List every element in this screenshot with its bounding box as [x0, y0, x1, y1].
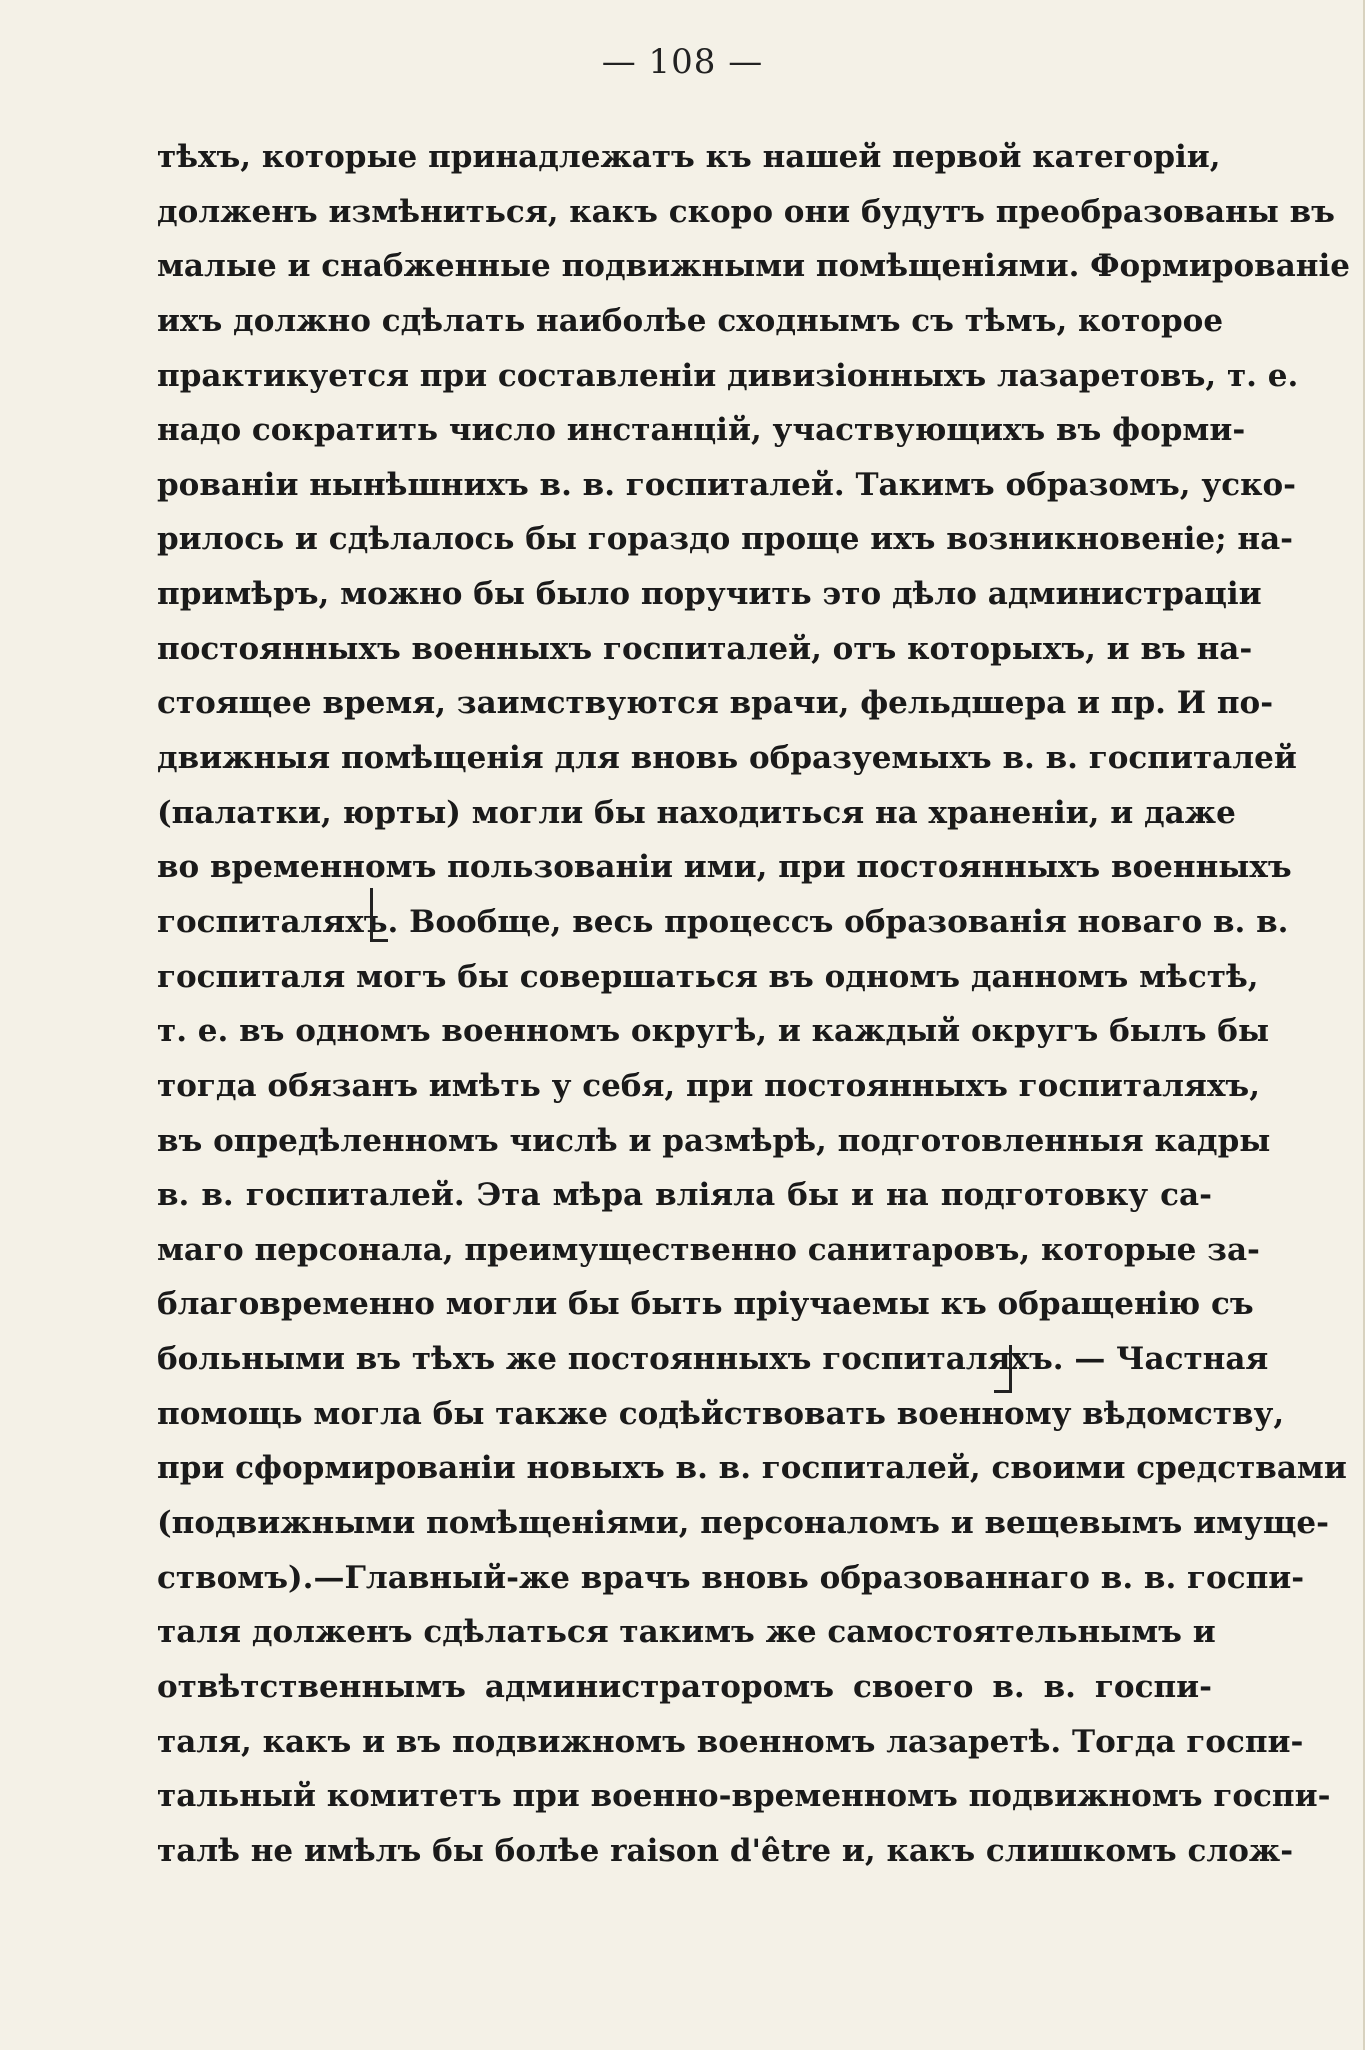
text-line: тѣхъ, которые принадлежатъ къ нашей первой категоріи,	[157, 139, 1221, 175]
text-line: госпиталяхъ. Вообще, весь процессъ образованія новаго в. в.	[157, 903, 1289, 940]
text-line: практикуется при составленіи дивизіонныхъ лазаретовъ, т. е.	[157, 357, 1299, 394]
text-line: рилось и сдѣлалось бы гораздо проще ихъ возникновеніе; на-	[157, 521, 1294, 558]
text-line: таля долженъ сдѣлаться такимъ же самостоятельнымъ и	[157, 1614, 1216, 1651]
text-line: рованіи нынѣшнихъ в. в. госпиталей. Такимъ образомъ, уско-	[157, 466, 1297, 503]
text-line: малые и снабженные подвижными помѣщеніями. Формированіе	[157, 248, 1351, 285]
text-line: маго персонала, преимущественно санитаровъ, которые за-	[157, 1231, 1260, 1268]
text-line: отвѣтственнымъ администраторомъ своего в. в. госпи-	[157, 1668, 1212, 1705]
text-line: т. е. въ одномъ военномъ округѣ, и каждый округъ былъ бы	[157, 1013, 1270, 1050]
text-line: в. в. госпиталей. Эта мѣра вліяла бы и на подготовку са-	[157, 1177, 1212, 1214]
text-line: движныя помѣщенія для вновь образуемыхъ в. в. госпиталей	[157, 740, 1297, 777]
text-line: ихъ должно сдѣлать наиболѣе сходнымъ съ тѣмъ, которое	[157, 302, 1224, 339]
text-line: при сформированіи новыхъ в. в. госпиталей, своими средствами	[157, 1450, 1347, 1487]
handwritten-bracket-open	[370, 888, 388, 942]
page-number: — 108 —	[601, 42, 764, 82]
text-line: больными въ тѣхъ же постоянныхъ госпиталяхъ. — Частная	[157, 1341, 1269, 1378]
text-line: тальный комитетъ при военно-временномъ подвижномъ госпи-	[157, 1778, 1331, 1815]
text-line: примѣръ, можно бы было поручить это дѣло администраціи	[157, 576, 1262, 613]
text-line: долженъ измѣниться, какъ скоро они будутъ преобразованы въ	[157, 193, 1335, 230]
text-line: таля, какъ и въ подвижномъ военномъ лазаретѣ. Тогда госпи-	[157, 1723, 1304, 1760]
text-line: талѣ не имѣлъ бы болѣе raison d'être и, какъ слишкомъ слож-	[157, 1832, 1294, 1869]
text-line: стоящее время, заимствуются врачи, фельдшера и пр. И по-	[157, 685, 1274, 722]
text-line: тогда обязанъ имѣть у себя, при постоянныхъ госпиталяхъ,	[157, 1067, 1260, 1104]
text-line: (палатки, юрты) могли бы находиться на храненіи, и даже	[157, 794, 1236, 831]
text-line: помощь могла бы также содѣйствовать военному вѣдомству,	[157, 1395, 1285, 1432]
text-line: надо сократить число инстанцій, участвующихъ въ форми-	[157, 412, 1246, 449]
body-text	[157, 130, 1351, 1879]
text-line: въ опредѣленномъ числѣ и размѣрѣ, подготовленныя кадры	[157, 1122, 1271, 1159]
text-line: госпиталя могъ бы совершаться въ одномъ данномъ мѣстѣ,	[157, 958, 1259, 995]
text-line: благовременно могли бы быть пріучаемы къ обращенію съ	[157, 1286, 1254, 1323]
text-line: ствомъ).—Главный-же врачъ вновь образованнаго в. в. госпи-	[157, 1559, 1305, 1596]
text-line: постоянныхъ военныхъ госпиталей, отъ которыхъ, и въ на-	[157, 630, 1253, 667]
text-line: во временномъ пользованіи ими, при постоянныхъ военныхъ	[157, 849, 1292, 886]
handwritten-bracket-close	[994, 1345, 1012, 1393]
text-line: (подвижными помѣщеніями, персоналомъ и вещевымъ имуще-	[157, 1505, 1330, 1542]
